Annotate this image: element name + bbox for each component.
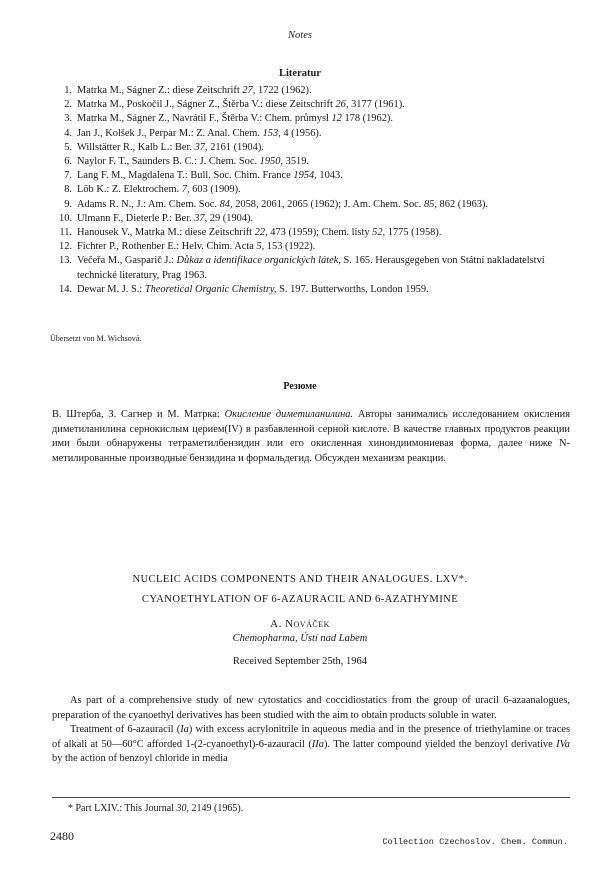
reference-item: 1. Matrka M., Ságner Z.: diese Zeitschrift 27, 1722 (1962). [64, 85, 312, 96]
body-paragraph: Treatment of 6-azauracil (Ia) with excess acrylonitrile in aqueous media and in the presence of triethylamine or traces of alkali at 50—60°C afforded 1-(2-cyanoethyl)-6-azauracil (IIa). The latter compound yielded the benzoyl derivative IVa by the action of benzoyl chloride in media [52, 724, 570, 765]
reference-item: 4. Jan J., Kolšek J., Perpar M.: Z. Anal. Chem. 153, 4 (1956). [64, 127, 322, 139]
literature-heading: Literatur [279, 68, 321, 79]
journal-name: Collection Czechoslov. Chem. Commun. [382, 837, 568, 847]
resume-authors: В. Штерба, З. Сагнер и М. Матрка: [52, 409, 225, 420]
article-title [0, 570, 600, 610]
reference-item: 12. Fichter P., Rothenber E.: Helv. Chim. Acta 5, 153 (1922). [59, 241, 316, 253]
article-title-line: CYANOETHYLATION OF 6-AZAURACIL AND 6-AZATHYMINE [141, 594, 459, 605]
reference-item: 14. Dewar M. J. S.: Theoretical Organic Chemistry, S. 197. Butterworths, London 1959. [59, 283, 429, 295]
footnote: * Part LXIV.: This Journal 30, 2149 (1965). [68, 803, 244, 814]
resume-heading: Резюме [283, 381, 317, 392]
reference-item: 11. Hanousek V., Matrka M.: diese Zeitschrift 22, 473 (1959); Chem. listy 52, 1775 (1958). [59, 227, 442, 239]
reference-list [50, 84, 570, 297]
article-title-line: NUCLEIC ACIDS COMPONENTS AND THEIR ANALOGUES. LXV*. [132, 574, 468, 585]
article-author: A. Nováček [270, 618, 330, 630]
reference-item: 13. Večeřa M., Gasparič J.: Důkaz a identifikace organických látek, S. 165. Herausgegeben von Státní nakladatelství technické literatury, Prag 1963. [59, 255, 545, 281]
article-affiliation: Chemopharma, Ústí nad Labem [232, 633, 368, 644]
translator-note: Übersetzt von M. Wichsová. [50, 334, 142, 343]
reference-item: 8. Löb K.: Z. Elektrochem. 7, 603 (1909). [64, 184, 241, 196]
body-paragraph: As part of a comprehensive study of new cytostatics and coccidiostatics from the group of uracil 6-azaanalogues, preparation of the cyanoethyl derivatives has been studied with the aim to obtain products soluble in water. [52, 695, 570, 721]
article-body [52, 694, 570, 767]
footnote-rule [52, 797, 570, 798]
page-number: 2480 [50, 829, 74, 843]
received-date: Received September 25th, 1964 [232, 656, 368, 667]
resume-paragraph [52, 408, 570, 466]
reference-item: 9. Adams R. N., J.: Am. Chem. Soc. 84, 2058, 2061, 2065 (1962); J. Am. Chem. Soc. 85, 862 (1963). [64, 198, 489, 210]
resume-title: Окисление диметиланилина. [224, 409, 354, 420]
running-head: Notes [288, 30, 312, 41]
resume-text: Авторы занимались исследованием окисления диметиланилина сернокислым церием(IV) в разбавленной серной кислоте. В качестве главных продуктов реакции ими были обнаружены тетраметилбензидин или его окисленная хинондиимониевая форма, далее ниже N-метилированные производные бензидина и формальдегид. Обсужден механизм реакции. [52, 409, 570, 464]
reference-item: 5. Willstätter R., Kalb L.: Ber. 37, 2161 (1904). [64, 141, 264, 153]
reference-item: 7. Lang F. M., Magdalena T.: Bull. Soc. Chim. France 1954, 1043. [64, 170, 343, 182]
reference-item: 2. Matrka M., Poskočil J., Ságner Z., Štěrba V.: diese Zeitschrift 26, 3177 (1961). [64, 99, 405, 111]
reference-item: 6. Naylor F. T., Saunders B. C.: J. Chem. Soc. 1950, 3519. [64, 156, 310, 168]
reference-item: 10. Ulmann F., Dieterle P.: Ber. 37, 29 (1904). [59, 212, 254, 224]
reference-item: 3. Matrka M., Ságner Z., Navrátil F., Štěrba V.: Chem. průmysl 12 178 (1962). [64, 113, 393, 125]
